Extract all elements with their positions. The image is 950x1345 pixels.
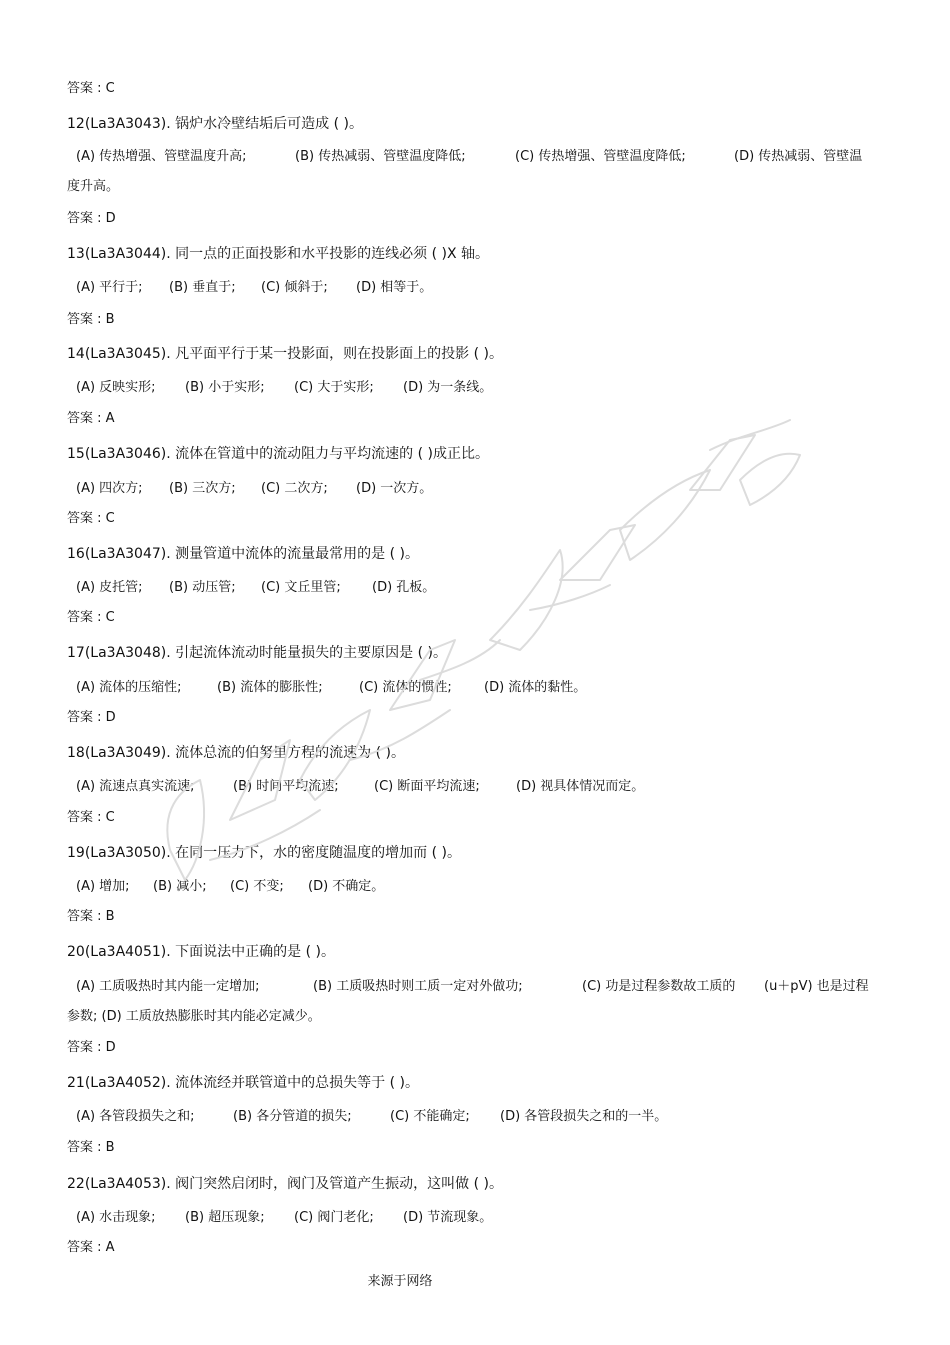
option-b: (B) 减小;: [153, 879, 207, 894]
option-a: (A) 四次方;: [76, 481, 143, 496]
option-a: (A) 皮托管;: [76, 580, 143, 595]
answer-value: C: [105, 810, 115, 825]
answer-label: 答案 :: [67, 1140, 106, 1155]
answer-label: 答案 :: [67, 1240, 106, 1255]
answer-value: D: [105, 211, 116, 226]
answer-label: 答案 :: [67, 81, 106, 96]
question-text: 17(La3A3048). 引起流体流动时能量损失的主要原因是 ( )。: [67, 645, 447, 661]
option-d: (D) 节流现象。: [403, 1210, 493, 1225]
question-text: 13(La3A3044). 同一点的正面投影和水平投影的连线必须 ( )X 轴。: [67, 246, 489, 262]
answer-line: [67, 310, 880, 330]
option-c: (C) 不能确定;: [390, 1109, 470, 1124]
answer-value: B: [105, 312, 115, 327]
answer-label: 答案 :: [67, 810, 106, 825]
answer-line: [67, 209, 880, 229]
answer-line: [67, 608, 880, 628]
answer-line: [67, 1138, 880, 1158]
option-d: (D) 传热减弱、管壁温: [734, 149, 863, 164]
answer-line: [67, 1238, 880, 1258]
option-c: (C) 功是过程参数故工质的: [582, 979, 736, 994]
option-b: (B) 传热减弱、管壁温度降低;: [295, 149, 466, 164]
option-a: (A) 各管段损失之和;: [76, 1109, 195, 1124]
answer-value: D: [105, 710, 116, 725]
option-c: (C) 不变;: [230, 879, 284, 894]
option-c: (C) 倾斜于;: [261, 280, 328, 295]
option-c-continued: (u＋pV) 也是过程: [764, 979, 869, 994]
option-a: (A) 流速点真实流速;: [76, 779, 195, 794]
answer-line: [67, 907, 880, 927]
option-b: (B) 流体的膨胀性;: [217, 680, 323, 695]
question-text: 22(La3A4053). 阀门突然启闭时，阀门及管道产生振动，这叫做 ( )。: [67, 1176, 503, 1192]
option-b: (B) 各分管道的损失;: [233, 1109, 352, 1124]
option-b: (B) 动压管;: [169, 580, 236, 595]
question-text: 12(La3A3043). 锅炉水冷壁结垢后可造成 ( )。: [67, 116, 363, 132]
option-c: (C) 断面平均流速;: [374, 779, 480, 794]
option-a: (A) 平行于;: [76, 280, 143, 295]
option-c: (C) 阀门老化;: [294, 1210, 374, 1225]
option-a: (A) 流体的压缩性;: [76, 680, 182, 695]
option-d: (D) 一次方。: [356, 481, 433, 496]
option-d: (D) 视具体情况而定。: [516, 779, 645, 794]
option-d: (D) 孔板。: [372, 580, 436, 595]
option-a: (A) 增加;: [76, 879, 130, 894]
answer-value: C: [105, 610, 115, 625]
answer-label: 答案 :: [67, 211, 106, 226]
answer-line: [67, 808, 880, 828]
answer-label: 答案 :: [67, 610, 106, 625]
question-text: 18(La3A3049). 流体总流的伯努里方程的流速为 ( )。: [67, 745, 405, 761]
answer-label: 答案 :: [67, 909, 106, 924]
answer-label: 答案 :: [67, 312, 106, 327]
answer-value: A: [105, 411, 115, 426]
option-c: (C) 流体的惯性;: [359, 680, 452, 695]
question-text: 14(La3A3045). 凡平面平行于某一投影面，则在投影面上的投影 ( )。: [67, 346, 503, 362]
answer-value: B: [105, 1140, 115, 1155]
question-text: 20(La3A4051). 下面说法中正确的是 ( )。: [67, 944, 335, 960]
option-a: (A) 传热增强、管壁温度升高;: [76, 149, 247, 164]
answer-value: C: [105, 81, 115, 96]
option-b: (B) 三次方;: [169, 481, 236, 496]
option-d: (D) 各管段损失之和的一半。: [500, 1109, 668, 1124]
answer-label: 答案 :: [67, 511, 106, 526]
options-continuation: 度升高。: [67, 179, 120, 194]
page-footer: 来源于网络: [367, 1274, 433, 1289]
option-b: (B) 垂直于;: [169, 280, 236, 295]
option-b: (B) 小于实形;: [185, 380, 265, 395]
options-continuation: 参数; (D) 工质放热膨胀时其内能必定减少。: [67, 1009, 321, 1024]
question-text: 16(La3A3047). 测量管道中流体的流量最常用的是 ( )。: [67, 546, 419, 562]
option-c: (C) 传热增强、管壁温度降低;: [515, 149, 686, 164]
answer-line: [67, 509, 880, 529]
option-a: (A) 工质吸热时其内能一定增加;: [76, 979, 260, 994]
option-b: (B) 超压现象;: [185, 1210, 265, 1225]
answer-line: [67, 1038, 880, 1058]
option-c: (C) 二次方;: [261, 481, 328, 496]
answer-label: 答案 :: [67, 1040, 106, 1055]
option-d: (D) 流体的黏性。: [484, 680, 587, 695]
question-text: 19(La3A3050). 在同一压力下，水的密度随温度的增加而 ( )。: [67, 845, 461, 861]
option-a: (A) 水击现象;: [76, 1210, 156, 1225]
answer-line: [67, 708, 880, 728]
option-c: (C) 文丘里管;: [261, 580, 341, 595]
answer-value: D: [105, 1040, 116, 1055]
option-a: (A) 反映实形;: [76, 380, 156, 395]
option-c: (C) 大于实形;: [294, 380, 374, 395]
answer-value: A: [105, 1240, 115, 1255]
option-b: (B) 工质吸热时则工质一定对外做功;: [313, 979, 523, 994]
answer-value: C: [105, 511, 115, 526]
option-d: (D) 不确定。: [308, 879, 385, 894]
answer-label: 答案 :: [67, 411, 106, 426]
answer-line: [67, 409, 880, 429]
question-text: 21(La3A4052). 流体流经并联管道中的总损失等于 ( )。: [67, 1075, 419, 1091]
option-d: (D) 相等于。: [356, 280, 433, 295]
answer-value: B: [105, 909, 115, 924]
option-d: (D) 为一条线。: [403, 380, 493, 395]
question-text: 15(La3A3046). 流体在管道中的流动阻力与平均流速的 ( )成正比。: [67, 446, 489, 462]
answer-line: [67, 79, 880, 99]
answer-label: 答案 :: [67, 710, 106, 725]
option-b: (B) 时间平均流速;: [233, 779, 339, 794]
